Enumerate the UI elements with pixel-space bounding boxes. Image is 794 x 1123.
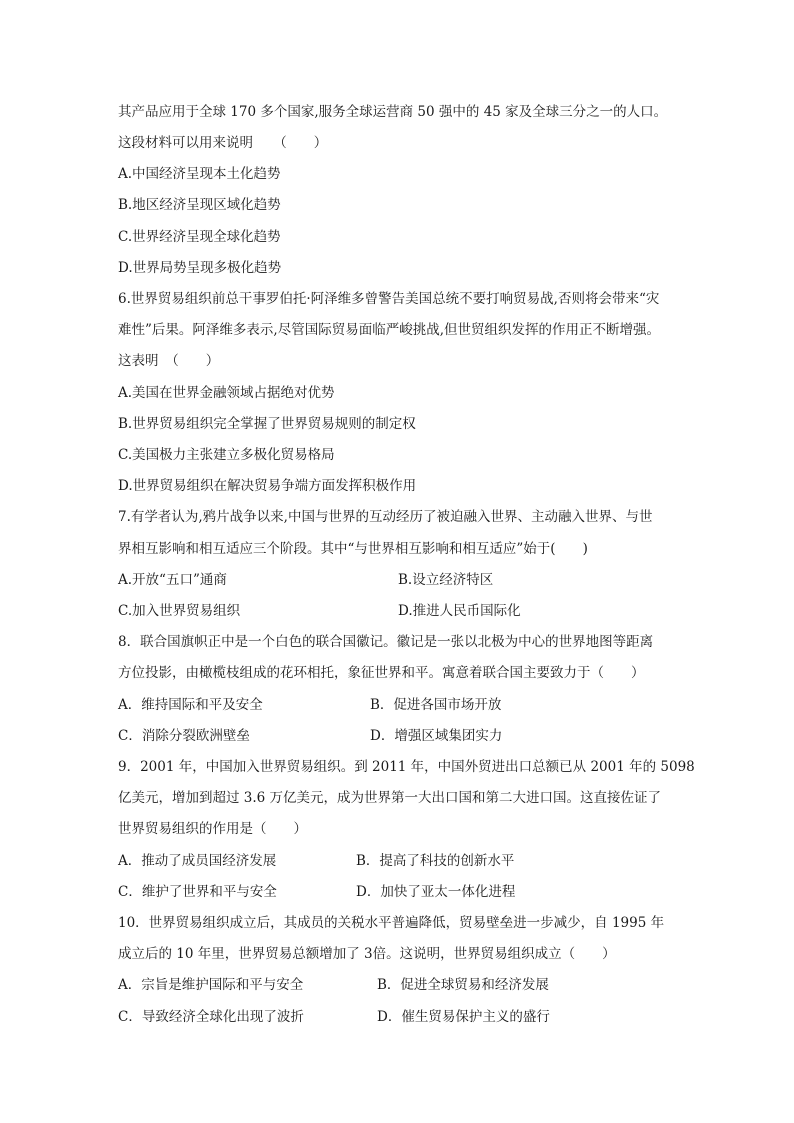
q5-stem-tail: 其产品应用于全球 170 多个国家,服务全球运营商 50 强中的 45 家及全球三分之一的人口。 — [118, 104, 668, 120]
q10-option-c: C．导致经济全球化出现了波折 — [118, 1009, 304, 1025]
q6-option-a: A.美国在世界金融领域占据绝对优势 — [118, 385, 335, 401]
q7-option-c: C.加入世界贸易组织 — [118, 603, 241, 619]
q6-option-d: D.世界贸易组织在解决贸易争端方面发挥积极作用 — [118, 478, 417, 494]
q6-option-c: C.美国极力主张建立多极化贸易格局 — [118, 447, 335, 463]
q5-option-c: C.世界经济呈现全球化趋势 — [118, 229, 281, 245]
q10-option-b: B．促进全球贸易和经济发展 — [377, 977, 549, 993]
q5-prompt: 这段材料可以用来说明 （ ） — [118, 135, 328, 151]
q7-option-a: A.开放“五口”通商 — [118, 572, 227, 588]
q8-option-b: B．促进各国市场开放 — [370, 697, 502, 713]
q6-option-b: B.世界贸易组织完全掌握了世界贸易规则的制定权 — [118, 416, 416, 432]
q6-stem-line-2: 难性”后果。阿泽维多表示,尽管国际贸易面临严峻挑战,但世贸组织发挥的作用正不断增强。 — [118, 322, 660, 338]
q5-option-b: B.地区经济呈现区域化趋势 — [118, 197, 281, 213]
q9-option-a: A．推动了成员国经济发展 — [118, 853, 277, 869]
q10-option-a: A．宗旨是维护国际和平与安全 — [118, 977, 304, 993]
q9-option-c: C．维护了世界和平与安全 — [118, 884, 277, 900]
q7-option-b: B.设立经济特区 — [398, 572, 494, 588]
q10-stem-line-1: 10．世界贸易组织成立后，其成员的关税水平普遍降低，贸易壁垒进一步减少，自 1995 年 — [118, 915, 665, 931]
q7-stem-line-1: 7.有学者认为,鸦片战争以来,中国与世界的互动经历了被迫融入世界、主动融入世界、与世 — [118, 509, 653, 525]
q9-option-d: D．加快了亚太一体化进程 — [356, 884, 516, 900]
q5-option-a: A.中国经济呈现本土化趋势 — [118, 166, 281, 182]
q10-option-d: D．催生贸易保护主义的盛行 — [377, 1009, 550, 1025]
q6-stem-line-1: 6.世界贸易组织前总干事罗伯托·阿泽维多曾警告美国总统不要打响贸易战,否则将会带来“灾 — [118, 291, 660, 307]
q7-option-d: D.推进人民币国际化 — [398, 603, 521, 619]
q10-stem-line-2: 成立后的 10 年里，世界贸易总额增加了 3倍。这说明，世界贸易组织成立（ ） — [118, 946, 616, 962]
q9-option-b: B．提高了科技的创新水平 — [356, 853, 515, 869]
q8-stem-line-1: 8．联合国旗帜正中是一个白色的联合国徽记。徽记是一张以北极为中心的世界地图等距离 — [118, 634, 654, 650]
q8-option-d: D．增强区域集团实力 — [370, 728, 503, 744]
q5-option-d: D.世界局势呈现多极化趋势 — [118, 260, 282, 276]
q8-option-c: C．消除分裂欧洲壁垒 — [118, 728, 250, 744]
q9-stem-line-1: 9．2001 年，中国加入世界贸易组织。到 2011 年，中国外贸进出口总额已从 2001 年的 5098 — [118, 759, 695, 775]
q7-stem-line-2: 界相互影响和相互适应三个阶段。其中“与世界相互影响和相互适应”始于( ) — [118, 541, 588, 557]
q9-stem-line-3: 世界贸易组织的作用是（ ） — [118, 821, 307, 837]
q6-stem-line-3: 这表明 （ ） — [118, 353, 220, 369]
q8-stem-line-2: 方位投影，由橄榄枝组成的花环相托，象征世界和平。寓意着联合国主要致力于（ ） — [118, 665, 645, 681]
q8-option-a: A．维持国际和平及安全 — [118, 697, 263, 713]
q9-stem-line-2: 亿美元，增加到超过 3.6 万亿美元，成为世界第一大出口国和第二大进口国。这直接佐证了 — [118, 790, 662, 806]
